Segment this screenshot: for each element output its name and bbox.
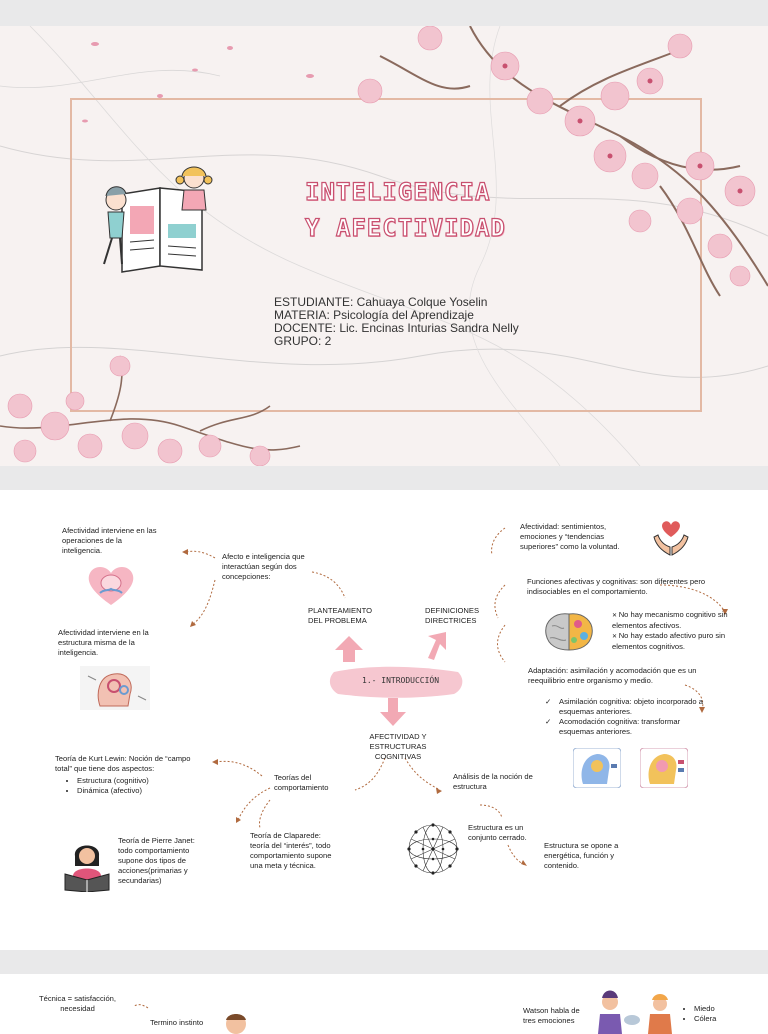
- network-sphere-icon: [406, 822, 460, 876]
- afectividad-estructuras-node: AFECTIVIDAD Y ESTRUCTURAS COGNITIVAS: [369, 732, 427, 761]
- planteamiento-node: PLANTEAMIENTO DEL PROBLEMA: [308, 606, 372, 625]
- funciones-text: Funciones afectivas y cognitivas: son diferentes pero indisociables en el comportamiento.: [527, 577, 706, 596]
- arrow-up-left-icon: [335, 636, 363, 662]
- watson-item-colera: • Cólera: [694, 1014, 750, 1024]
- teorias-node: Teorías del comportamiento: [274, 773, 329, 792]
- watson-text: Watson habla de tres emociones: [523, 1006, 580, 1025]
- intro-label: 1.- INTRODUCCIÓN: [362, 676, 440, 685]
- head-gears-icon: [80, 666, 150, 710]
- estructura-cerrado-text: Estructura es un conjunto cerrado.: [468, 823, 527, 842]
- afectividad-def-text: Afectividad: sentimientos, emociones y “tendencias superiores” como la voluntad.: [520, 522, 620, 551]
- brain-halves-icon: [538, 610, 600, 654]
- funciones-list: [612, 608, 737, 652]
- cover-title-line1: INTELIGENCIA: [305, 178, 491, 206]
- no-estado-item: ✕ No hay estado afectivo puro sin elementos cognitivos.: [612, 631, 737, 652]
- janet-text: Teoría de Pierre Janet: todo comportamiento supone dos tipos de acciones(primarias y secundarias): [118, 836, 195, 885]
- asimilacion-item: ✓ Asimilación cognitiva: objeto incorporado a esquemas anteriores.: [545, 697, 715, 717]
- cover-slide: [0, 26, 768, 466]
- no-mecanismo-item: ✕ No hay mecanismo cognitivo sin elementos afectivos.: [612, 610, 737, 631]
- adaptacion-text: Adaptación: asimilación y acomodación que es un reequilibrio entre organismo y medio.: [528, 666, 697, 685]
- student-text: ESTUDIANTE: Cahuaya Colque Yoselin: [274, 295, 488, 309]
- slide-three: [0, 974, 768, 1034]
- lewin-text: [55, 754, 195, 796]
- watson-item-miedo: • Miedo: [694, 1004, 750, 1014]
- subject-text: MATERIA: Psicología del Aprendizaje: [274, 308, 474, 322]
- kids-reading-icon: [92, 166, 227, 291]
- definiciones-node: DEFINICIONES DIRECTRICES: [425, 606, 480, 625]
- slide3-decor: [0, 974, 768, 1034]
- cover-title-line2: Y AFECTIVIDAD: [305, 214, 506, 242]
- arrow-up-right-icon: [428, 632, 446, 660]
- head-transform-icon: [640, 748, 688, 788]
- group-text: GRUPO: 2: [274, 334, 332, 348]
- termino-text: Termino instinto: [150, 1018, 204, 1027]
- lewin-item-estructura: • Estructura (cognitivo): [77, 776, 195, 786]
- estructura-opone-text: Estructura se opone a energética, función y contenido.: [544, 841, 619, 870]
- woman-reading-icon: [63, 836, 111, 892]
- lewin-item-dinamica: • Dinámica (afectivo): [77, 786, 195, 796]
- head-puzzle-icon: [573, 748, 621, 788]
- tecnica-text: Técnica = satisfacción, necesidad: [38, 994, 117, 1013]
- heart-brain-icon: [86, 563, 136, 607]
- acomodacion-item: ✓ Acomodación cognitiva: transformar esquemas anteriores.: [545, 717, 715, 737]
- teacher-text: DOCENTE: Lic. Encinas Inturias Sandra Nelly: [274, 321, 519, 335]
- afectividad-operaciones-text: Afectividad interviene en las operaciones de la inteligencia.: [62, 526, 157, 555]
- adaptacion-list: [545, 695, 715, 737]
- afecto-inteligencia-text: Afecto e inteligencia que interactúan según dos concepciones:: [222, 552, 305, 581]
- afectividad-estructura-text: Afectividad interviene en la estructura misma de la inteligencia.: [58, 628, 149, 657]
- claparede-text: Teoría de Claparede: teoría del “interés”, todo comportamiento supone una meta y técnica.: [250, 831, 332, 870]
- lewin-heading: Teoría de Kurt Lewin: Noción de “campo total” que tiene dos aspectos:: [55, 754, 191, 773]
- analisis-node: Análisis de la noción de estructura: [453, 772, 533, 791]
- concept-map-slide: [0, 490, 768, 950]
- watson-list: [680, 1004, 750, 1024]
- arrow-down-icon: [380, 698, 406, 726]
- hands-heart-icon: [650, 517, 692, 559]
